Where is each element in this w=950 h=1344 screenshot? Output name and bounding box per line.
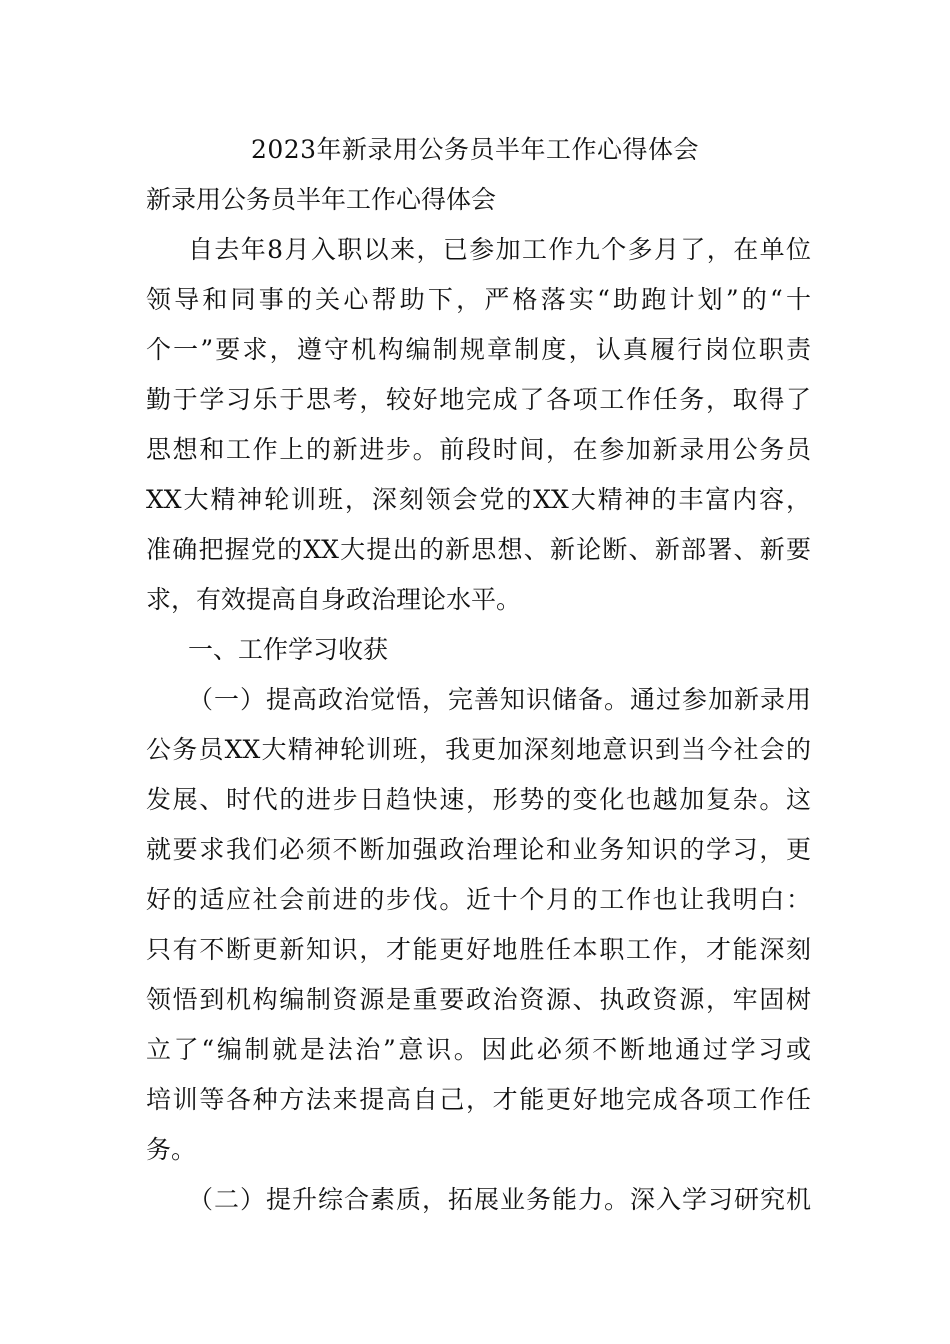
paragraph-line: 个一”要求，遵守机构编制规章制度，认真履行岗位职责 (146, 335, 811, 364)
document-subtitle: 新录用公务员半年工作心得体会 (146, 185, 497, 214)
paragraph-line: 公务员XX大精神轮训班，我更加深刻地意识到当今社会的 (146, 735, 811, 764)
section-heading: 一、工作学习收获 (188, 635, 389, 664)
paragraph-line: 勤于学习乐于思考，较好地完成了各项工作任务，取得了 (146, 385, 811, 414)
paragraph-line: 发展、时代的进步日趋快速，形势的变化也越加复杂。这 (146, 785, 811, 814)
paragraph-line: 求，有效提高自身政治理论水平。 (146, 585, 522, 614)
paragraph-line: 好的适应社会前进的步伐。近十个月的工作也让我明白： (146, 885, 811, 914)
paragraph-line: XX大精神轮训班，深刻领会党的XX大精神的丰富内容， (146, 485, 811, 514)
paragraph-line: 务。 (146, 1135, 197, 1164)
paragraph-line: 培训等各种方法来提高自己，才能更好地完成各项工作任 (146, 1085, 811, 1114)
paragraph-line: 立了“编制就是法治”意识。因此必须不断地通过学习或 (146, 1035, 811, 1064)
document-title: 2023年新录用公务员半年工作心得体会 (250, 135, 700, 164)
paragraph-line: （二）提升综合素质，拓展业务能力。深入学习研究机 (188, 1185, 811, 1214)
paragraph-line: （一）提高政治觉悟，完善知识储备。通过参加新录用 (188, 685, 811, 714)
paragraph-line: 自去年8月入职以来，已参加工作九个多月了，在单位 (188, 235, 811, 264)
paragraph-line: 思想和工作上的新进步。前段时间，在参加新录用公务员 (146, 435, 811, 464)
paragraph-line: 领导和同事的关心帮助下，严格落实“助跑计划”的“十 (146, 285, 811, 314)
paragraph-line: 就要求我们必须不断加强政治理论和业务知识的学习，更 (146, 835, 811, 864)
paragraph-line: 只有不断更新知识，才能更好地胜任本职工作，才能深刻 (146, 935, 811, 964)
paragraph-line: 准确把握党的XX大提出的新思想、新论断、新部署、新要 (146, 535, 811, 564)
paragraph-line: 领悟到机构编制资源是重要政治资源、执政资源，牢固树 (146, 985, 811, 1014)
